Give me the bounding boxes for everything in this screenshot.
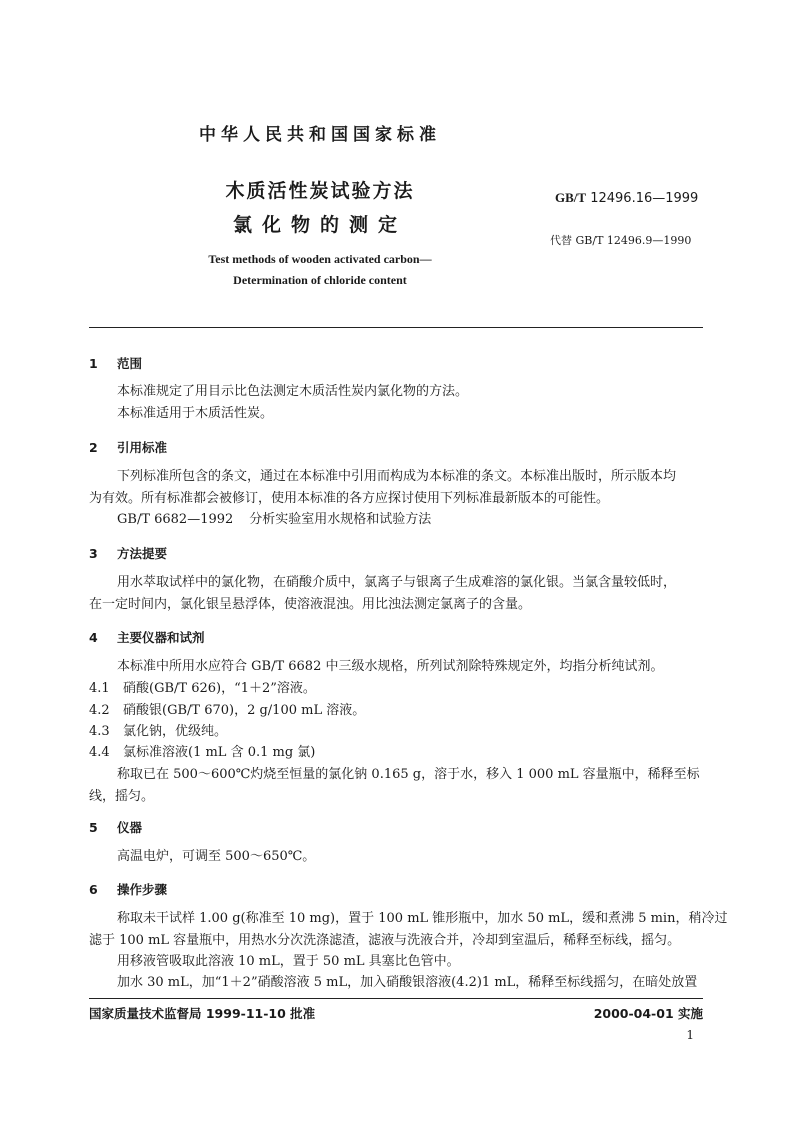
section-title: 仪器 <box>117 820 143 835</box>
document-title-line1: 木质活性炭试验方法 <box>225 180 415 202</box>
section-number: 3 <box>89 546 98 561</box>
section-2-para-line1: 下列标准所包含的条文，通过在本标准中引用而构成为本标准的条文。本标准出版时，所示版本均 <box>117 469 677 484</box>
section-number: 1 <box>89 356 98 371</box>
header-divider <box>89 327 703 328</box>
section-6-para-3: 加水 30 mL，加“1＋2”硝酸溶液 5 mL，加入硝酸银溶液(4.2)1 mL，稀释至标线摇匀，在暗处放置 <box>117 975 698 990</box>
section-title: 范围 <box>117 356 143 371</box>
section-4-item <box>89 678 316 700</box>
section-title: 方法提要 <box>117 546 168 561</box>
section-title: 主要仪器和试剂 <box>117 630 205 645</box>
approval-line: 国家质量技术监督局 1999-11-10 批准 <box>89 1006 316 1021</box>
section-4-para-1: 本标准中所用水应符合 GB/T 6682 中三级水规格，所列试剂除特殊规定外，均指分析纯试剂。 <box>117 659 664 674</box>
english-title-line2: Determination of chloride content <box>233 273 407 287</box>
section-4-heading <box>89 628 205 646</box>
standard-prefix: GB/T <box>555 190 587 205</box>
section-2-heading <box>89 438 167 456</box>
footer-divider <box>89 998 703 999</box>
section-6-para-1-line1: 称取未干试样 1.00 g(称准至 10 mg)，置于 100 mL 锥形瓶中，加水 50 mL，缓和煮沸 5 min，稍冷过 <box>117 911 728 926</box>
section-6-heading <box>89 880 167 898</box>
section-3-heading <box>89 544 167 562</box>
implementation-date: 2000-04-01 实施 <box>593 1006 703 1021</box>
reference-title: 分析实验室用水规格和试验方法 <box>249 512 432 527</box>
section-4-para-2-line2: 线，摇匀。 <box>89 789 155 804</box>
section-1-heading <box>89 354 142 372</box>
section-4-item <box>89 721 227 743</box>
reference-code: GB/T 6682—1992 <box>117 512 234 527</box>
section-5-heading <box>89 818 142 836</box>
item-text: 氯标准溶液(1 mL 含 0.1 mg 氯) <box>123 745 316 760</box>
section-4-item <box>89 700 365 722</box>
item-number: 4.2 <box>89 703 110 718</box>
section-1-para-2: 本标准适用于木质活性炭。 <box>117 406 274 421</box>
section-number: 4 <box>89 630 98 645</box>
section-number: 6 <box>89 882 98 897</box>
section-3-para-line2: 在一定时间内，氯化银呈悬浮体，使溶液混浊。用比浊法测定氯离子的含量。 <box>89 597 532 612</box>
section-1-para-1: 本标准规定了用目示比色法测定木质活性炭内氯化物的方法。 <box>117 384 469 399</box>
section-6-para-2: 用移液管吸取此溶液 10 mL，置于 50 mL 具塞比色管中。 <box>117 954 460 969</box>
section-4-item <box>89 742 315 764</box>
item-number: 4.4 <box>89 745 110 760</box>
section-2-para-line2: 为有效。所有标准都会被修订，使用本标准的各方应探讨使用下列标准最新版本的可能性。 <box>89 491 610 506</box>
section-title: 操作步骤 <box>117 882 168 897</box>
replaces-standard: 代替 GB/T 12496.9—1990 <box>550 234 692 247</box>
section-number: 5 <box>89 820 98 835</box>
section-3-para-line1: 用水萃取试样中的氯化物，在硝酸介质中，氯离子与银离子生成难溶的氯化银。当氯含量较低时， <box>117 575 677 590</box>
section-5-para-1: 高温电炉，可调至 500～650℃。 <box>117 849 316 864</box>
section-title: 引用标准 <box>117 440 168 455</box>
item-text: 硝酸银(GB/T 670)，2 g/100 mL 溶液。 <box>123 703 366 718</box>
document-title-line2: 氯化物的测定 <box>232 214 407 236</box>
item-number: 4.3 <box>89 724 110 739</box>
item-text: 氯化钠，优级纯。 <box>123 724 228 739</box>
english-title-line1: Test methods of wooden activated carbon— <box>208 252 432 266</box>
standard-number <box>555 190 698 206</box>
item-text: 硝酸(GB/T 626)，“1＋2”溶液。 <box>123 681 316 696</box>
standard-code: 12496.16—1999 <box>590 191 699 206</box>
item-number: 4.1 <box>89 681 110 696</box>
section-4-para-2-line1: 称取已在 500～600℃灼烧至恒量的氯化钠 0.165 g，溶于水，移入 1 000 mL 容量瓶中，稀释至标 <box>117 767 700 782</box>
national-standard-heading: 中华人民共和国国家标准 <box>199 125 441 145</box>
section-number: 2 <box>89 440 98 455</box>
section-2-reference <box>117 509 431 531</box>
section-6-para-1-line2: 滤于 100 mL 容量瓶中，用热水分次洗涤滤渣，滤液与洗液合并，冷却到室温后，稀释至标线，摇匀。 <box>89 933 681 948</box>
page-number: 1 <box>686 1028 694 1042</box>
